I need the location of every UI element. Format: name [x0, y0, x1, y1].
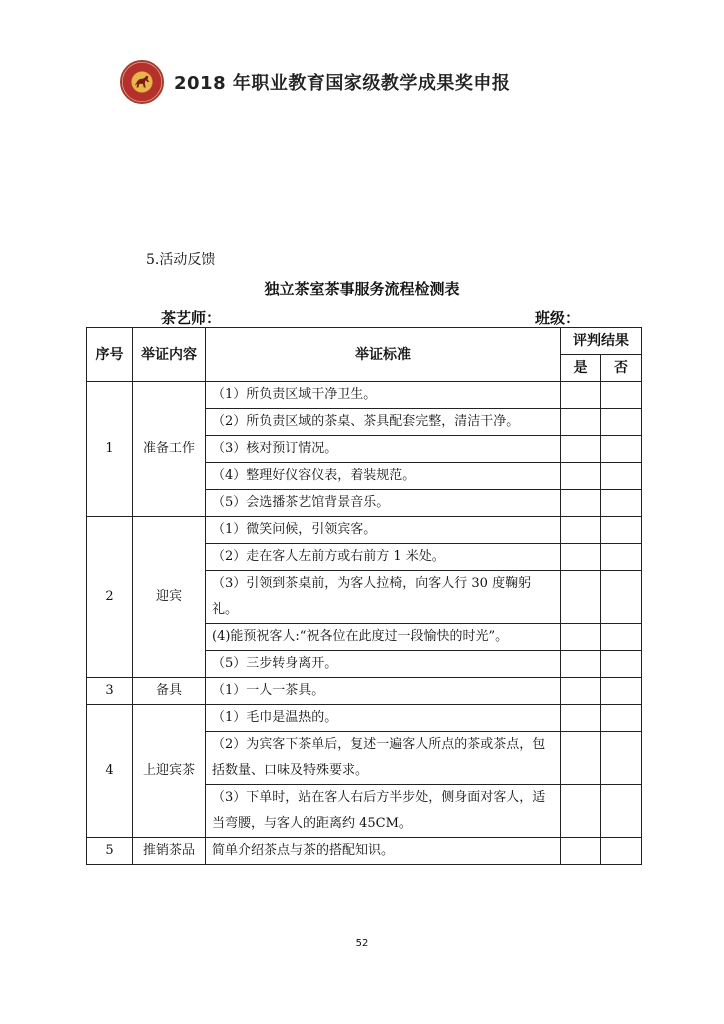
- criterion-text: (4)能预祝客人:“祝各位在此度过一段愉快的时光”。: [206, 624, 561, 651]
- result-yes-cell[interactable]: [561, 490, 601, 517]
- criterion-text: （2）为宾客下茶单后，复述一遍客人所点的茶或茶点，包括数量、口味及特殊要求。: [206, 732, 561, 785]
- row-number: 1: [87, 382, 133, 517]
- col-header-item: 举证内容: [133, 328, 206, 382]
- criterion-text: （2）走在客人左前方或右前方 1 米处。: [206, 544, 561, 571]
- section-heading: 5.活动反馈: [146, 252, 216, 268]
- result-yes-cell[interactable]: [561, 624, 601, 651]
- criterion-text: 简单介绍茶点与茶的搭配知识。: [206, 838, 561, 865]
- result-no-cell[interactable]: [601, 463, 642, 490]
- result-no-cell[interactable]: [601, 651, 642, 678]
- page-header: [120, 56, 510, 108]
- row-number: 3: [87, 678, 133, 705]
- result-yes-cell[interactable]: [561, 436, 601, 463]
- result-no-cell[interactable]: [601, 732, 642, 785]
- result-yes-cell[interactable]: [561, 409, 601, 436]
- criterion-text: （5）会选播茶艺馆背景音乐。: [206, 490, 561, 517]
- result-yes-cell[interactable]: [561, 517, 601, 544]
- row-number: 5: [87, 838, 133, 865]
- col-header-criteria: 举证标准: [206, 328, 561, 382]
- col-header-result: 评判结果: [561, 328, 642, 355]
- result-no-cell[interactable]: [601, 409, 642, 436]
- table-row: [87, 678, 642, 705]
- evidence-item: 上迎宾茶: [133, 705, 206, 838]
- horse-emblem-icon: [120, 60, 164, 104]
- criterion-text: （4）整理好仪容仪表，着装规范。: [206, 463, 561, 490]
- criterion-text: （3）下单时，站在客人右后方半步处，侧身面对客人，适当弯腰，与客人的距离约 45CM。: [206, 785, 561, 838]
- result-no-cell[interactable]: [601, 705, 642, 732]
- table-row: [87, 705, 642, 732]
- result-yes-cell[interactable]: [561, 785, 601, 838]
- result-yes-cell[interactable]: [561, 382, 601, 409]
- evidence-item: 迎宾: [133, 517, 206, 678]
- result-yes-cell[interactable]: [561, 705, 601, 732]
- result-yes-cell[interactable]: [561, 571, 601, 624]
- checklist-table: [86, 327, 642, 865]
- row-number: 2: [87, 517, 133, 678]
- table-body: [87, 382, 642, 865]
- result-yes-cell[interactable]: [561, 732, 601, 785]
- page-number: 52: [355, 938, 369, 949]
- class-label: 班级：: [535, 309, 581, 327]
- result-no-cell[interactable]: [601, 436, 642, 463]
- result-yes-cell[interactable]: [561, 678, 601, 705]
- doc-title: 独立茶室茶事服务流程检测表: [264, 280, 460, 298]
- result-no-cell[interactable]: [601, 838, 642, 865]
- criterion-text: （3）核对预订情况。: [206, 436, 561, 463]
- result-yes-cell[interactable]: [561, 544, 601, 571]
- criterion-text: （2）所负责区域的茶桌、茶具配套完整，清洁干净。: [206, 409, 561, 436]
- table-row: [87, 517, 642, 544]
- header-row: [87, 328, 642, 355]
- result-no-cell[interactable]: [601, 517, 642, 544]
- result-no-cell[interactable]: [601, 490, 642, 517]
- col-header-yes: 是: [561, 355, 601, 382]
- evidence-item: 推销茶品: [133, 838, 206, 865]
- result-yes-cell[interactable]: [561, 651, 601, 678]
- criterion-text: （3）引领到茶桌前，为客人拉椅，向客人行 30 度鞠躬礼。: [206, 571, 561, 624]
- horse-glyph: [131, 71, 153, 93]
- criterion-text: （1）所负责区域干净卫生。: [206, 382, 561, 409]
- evidence-item: 备具: [133, 678, 206, 705]
- col-header-no: 否: [601, 355, 642, 382]
- criterion-text: （1）毛巾是温热的。: [206, 705, 561, 732]
- criterion-text: （5）三步转身离开。: [206, 651, 561, 678]
- evidence-item: 准备工作: [133, 382, 206, 517]
- result-no-cell[interactable]: [601, 624, 642, 651]
- result-no-cell[interactable]: [601, 678, 642, 705]
- row-number: 4: [87, 705, 133, 838]
- table-row: [87, 838, 642, 865]
- table-row: [87, 382, 642, 409]
- result-no-cell[interactable]: [601, 571, 642, 624]
- result-yes-cell[interactable]: [561, 463, 601, 490]
- header-title: 2018 年职业教育国家级教学成果奖申报: [174, 73, 511, 94]
- tea-artist-label: 茶艺师：: [161, 309, 222, 327]
- result-no-cell[interactable]: [601, 544, 642, 571]
- criterion-text: （1）一人一茶具。: [206, 678, 561, 705]
- result-no-cell[interactable]: [601, 785, 642, 838]
- col-header-no: 序号: [87, 328, 133, 382]
- result-no-cell[interactable]: [601, 382, 642, 409]
- criterion-text: （1）微笑问候，引领宾客。: [206, 517, 561, 544]
- result-yes-cell[interactable]: [561, 838, 601, 865]
